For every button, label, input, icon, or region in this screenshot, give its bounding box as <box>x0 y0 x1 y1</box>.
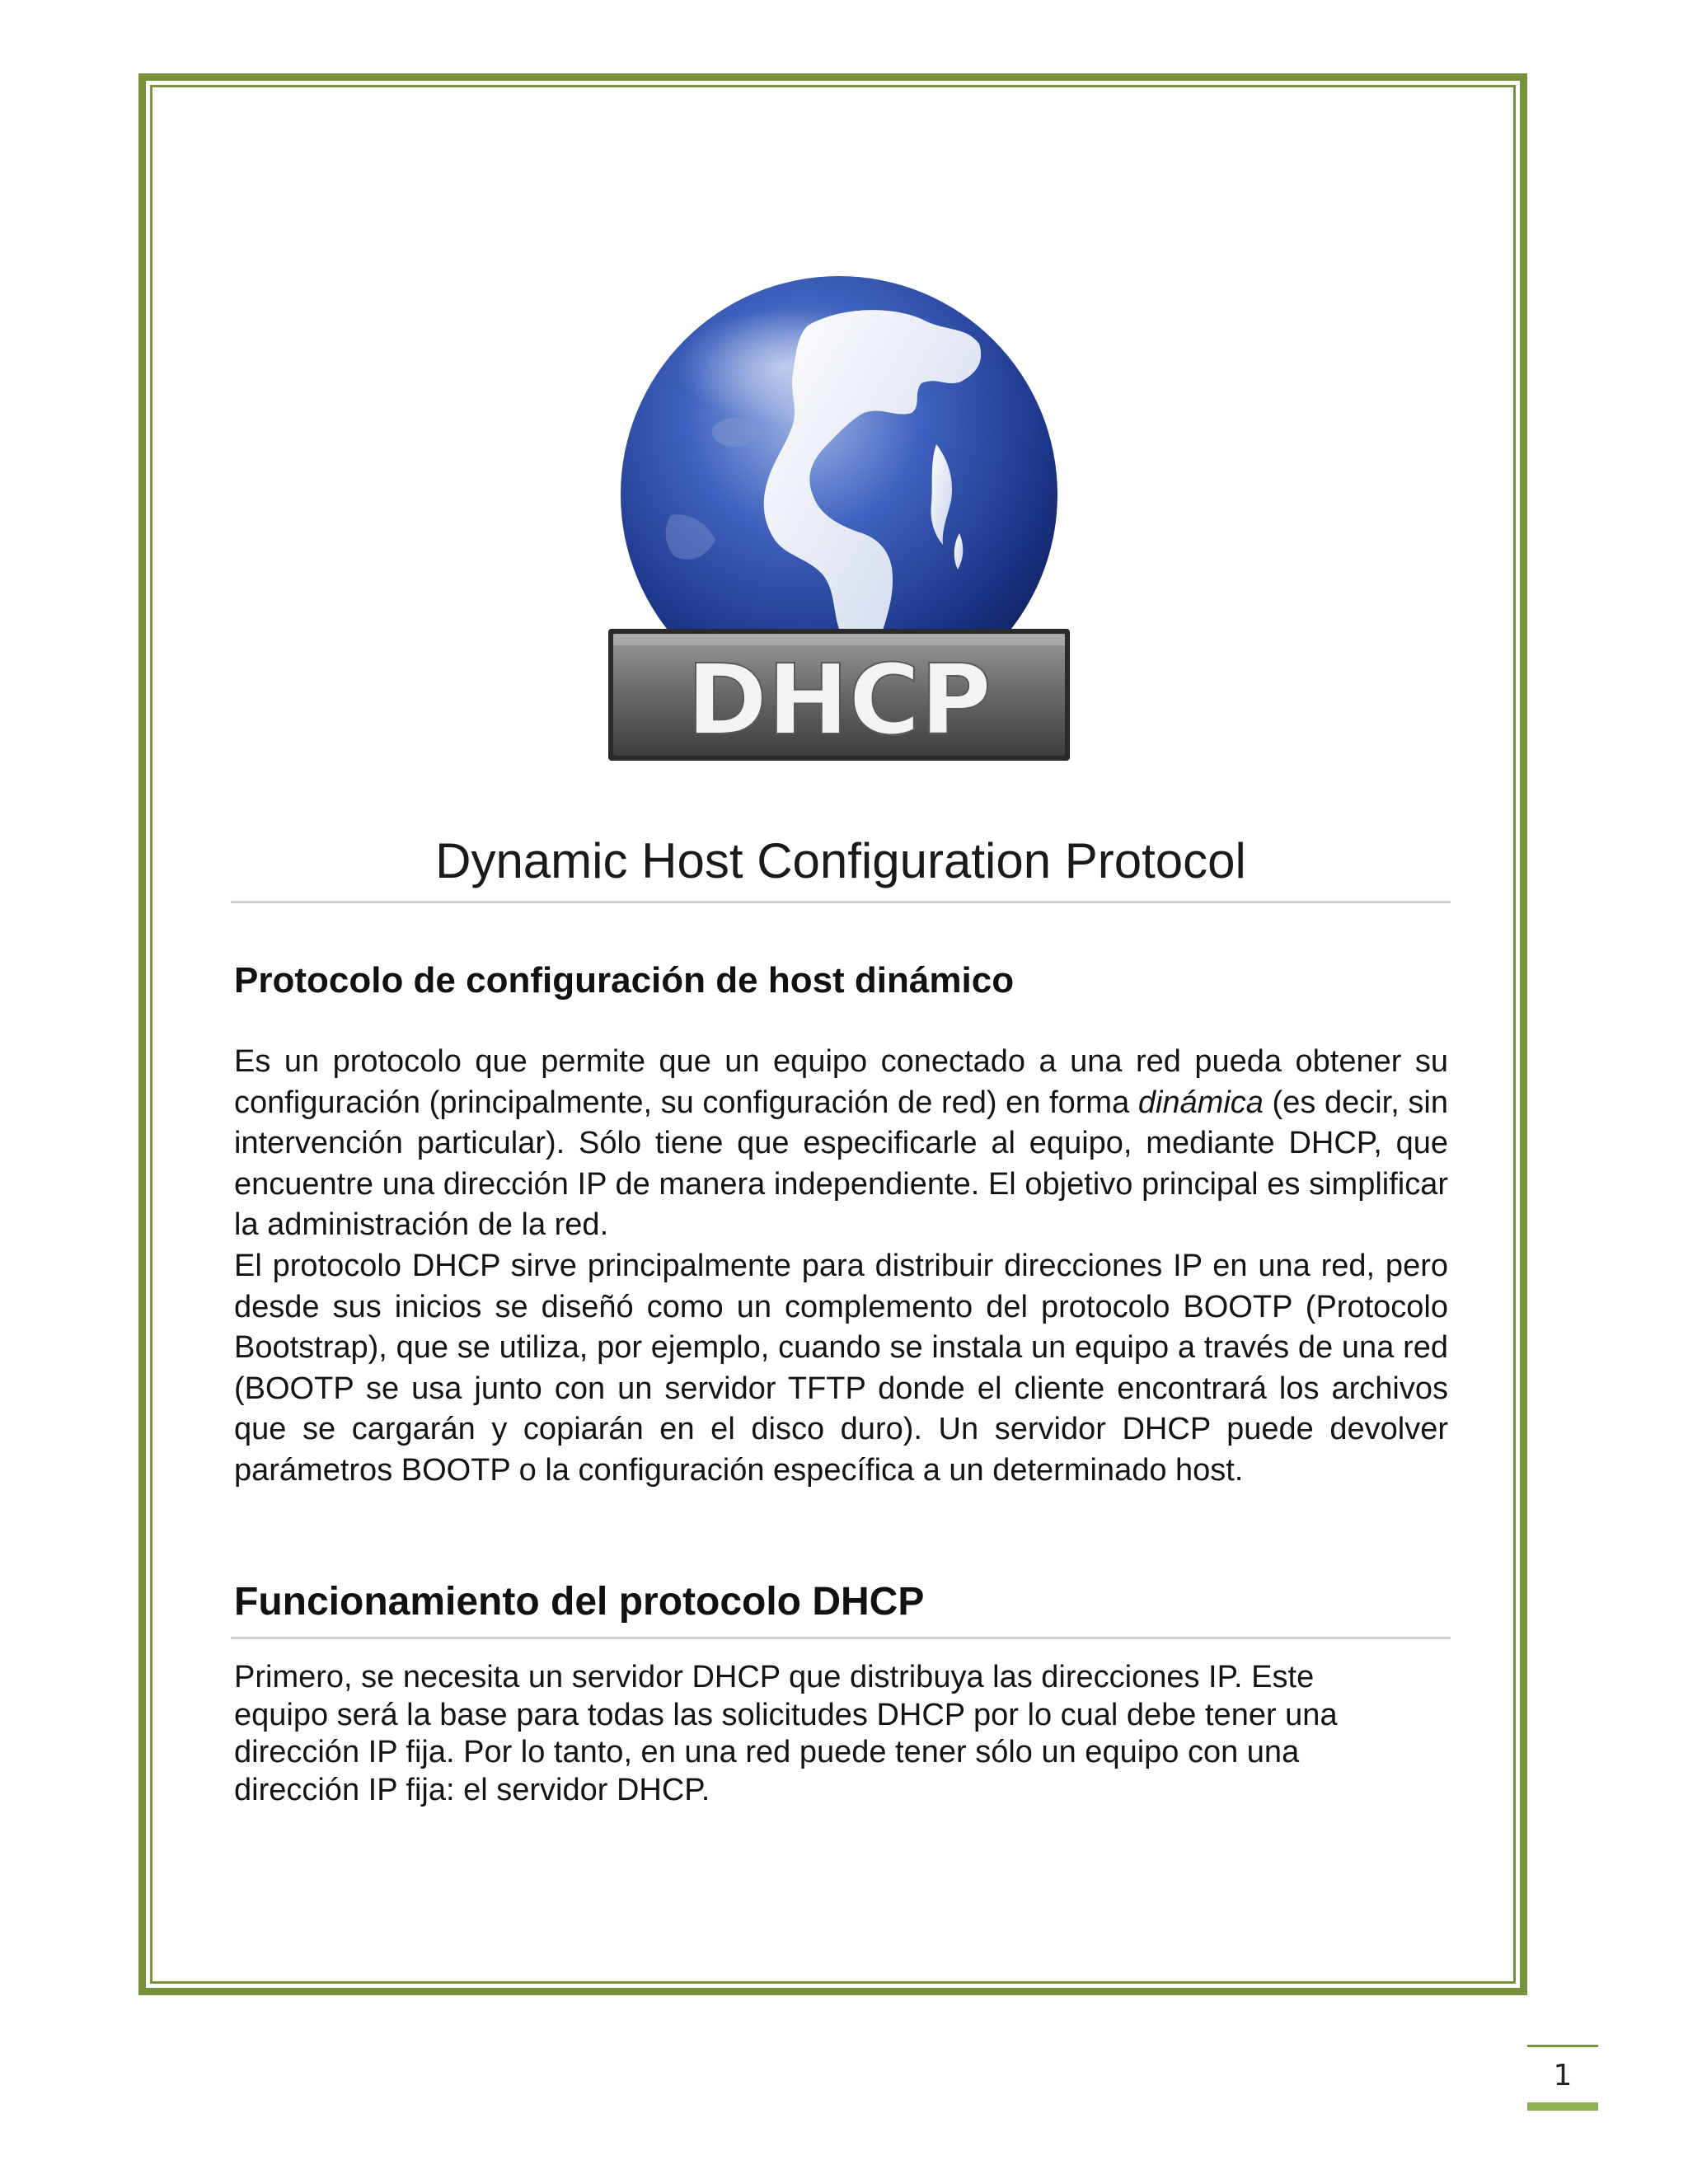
section-divider <box>231 1637 1451 1639</box>
section-body <box>234 1659 1470 1809</box>
section-line: Primero, se necesita un servidor DHCP que distribuya las direcciones IP. Este <box>234 1660 1315 1694</box>
dhcp-plate-label: DHCP <box>687 643 992 757</box>
section-line: equipo será la base para todas las solicitudes DHCP por lo cual debe tener una <box>234 1697 1338 1732</box>
intro-paragraph-1 <box>234 1042 1448 1246</box>
section-heading: Funcionamiento del protocolo DHCP <box>234 1580 925 1624</box>
page-number-rule-bottom <box>1527 2102 1598 2111</box>
intro-emphasis: dinámica <box>1137 1085 1264 1120</box>
intro-body <box>234 1042 1448 1492</box>
page-title: Dynamic Host Configuration Protocol <box>435 833 1246 888</box>
dhcp-plate <box>608 629 1070 761</box>
intro-text-start: Es un protocolo que permite que un equipo conectado a una red pueda obtener su configuración (principalmente, su configuración de red) en forma <box>234 1044 1448 1120</box>
page-number: 1 <box>1553 2059 1573 2093</box>
section-line: dirección IP fija. Por lo tanto, en una red puede tener sólo un equipo con una <box>234 1735 1300 1769</box>
dhcp-logo <box>592 268 1086 795</box>
intro-text-end: (es decir, sin intervención particular). Sólo tiene que especificarle al equipo, mediante DHCP, que encuentre una dirección IP de manera independiente. El objetivo principal es simplificar la administración de la red. <box>234 1085 1448 1243</box>
section-line: dirección IP fija: el servidor DHCP. <box>234 1772 710 1807</box>
title-divider <box>231 901 1451 903</box>
subtitle-heading: Protocolo de configuración de host dinámico <box>234 960 1015 1001</box>
page-number-rule-top <box>1527 2045 1598 2047</box>
intro-paragraph-2: El protocolo DHCP sirve principalmente para distribuir direcciones IP en una red, pero desde sus inicios se diseñó como un complemento del protocolo BOOTP (Protocolo Bootstrap), que se utiliza, por ejemplo, cuando se instala un equipo a través de una red (BOOTP se usa junto con un servidor TFTP donde el cliente encontrará los archivos que se cargarán y copiarán en el disco duro). Un servidor DHCP puede devolver parámetros BOOTP o la configuración específica a un determinado host. <box>234 1248 1448 1488</box>
